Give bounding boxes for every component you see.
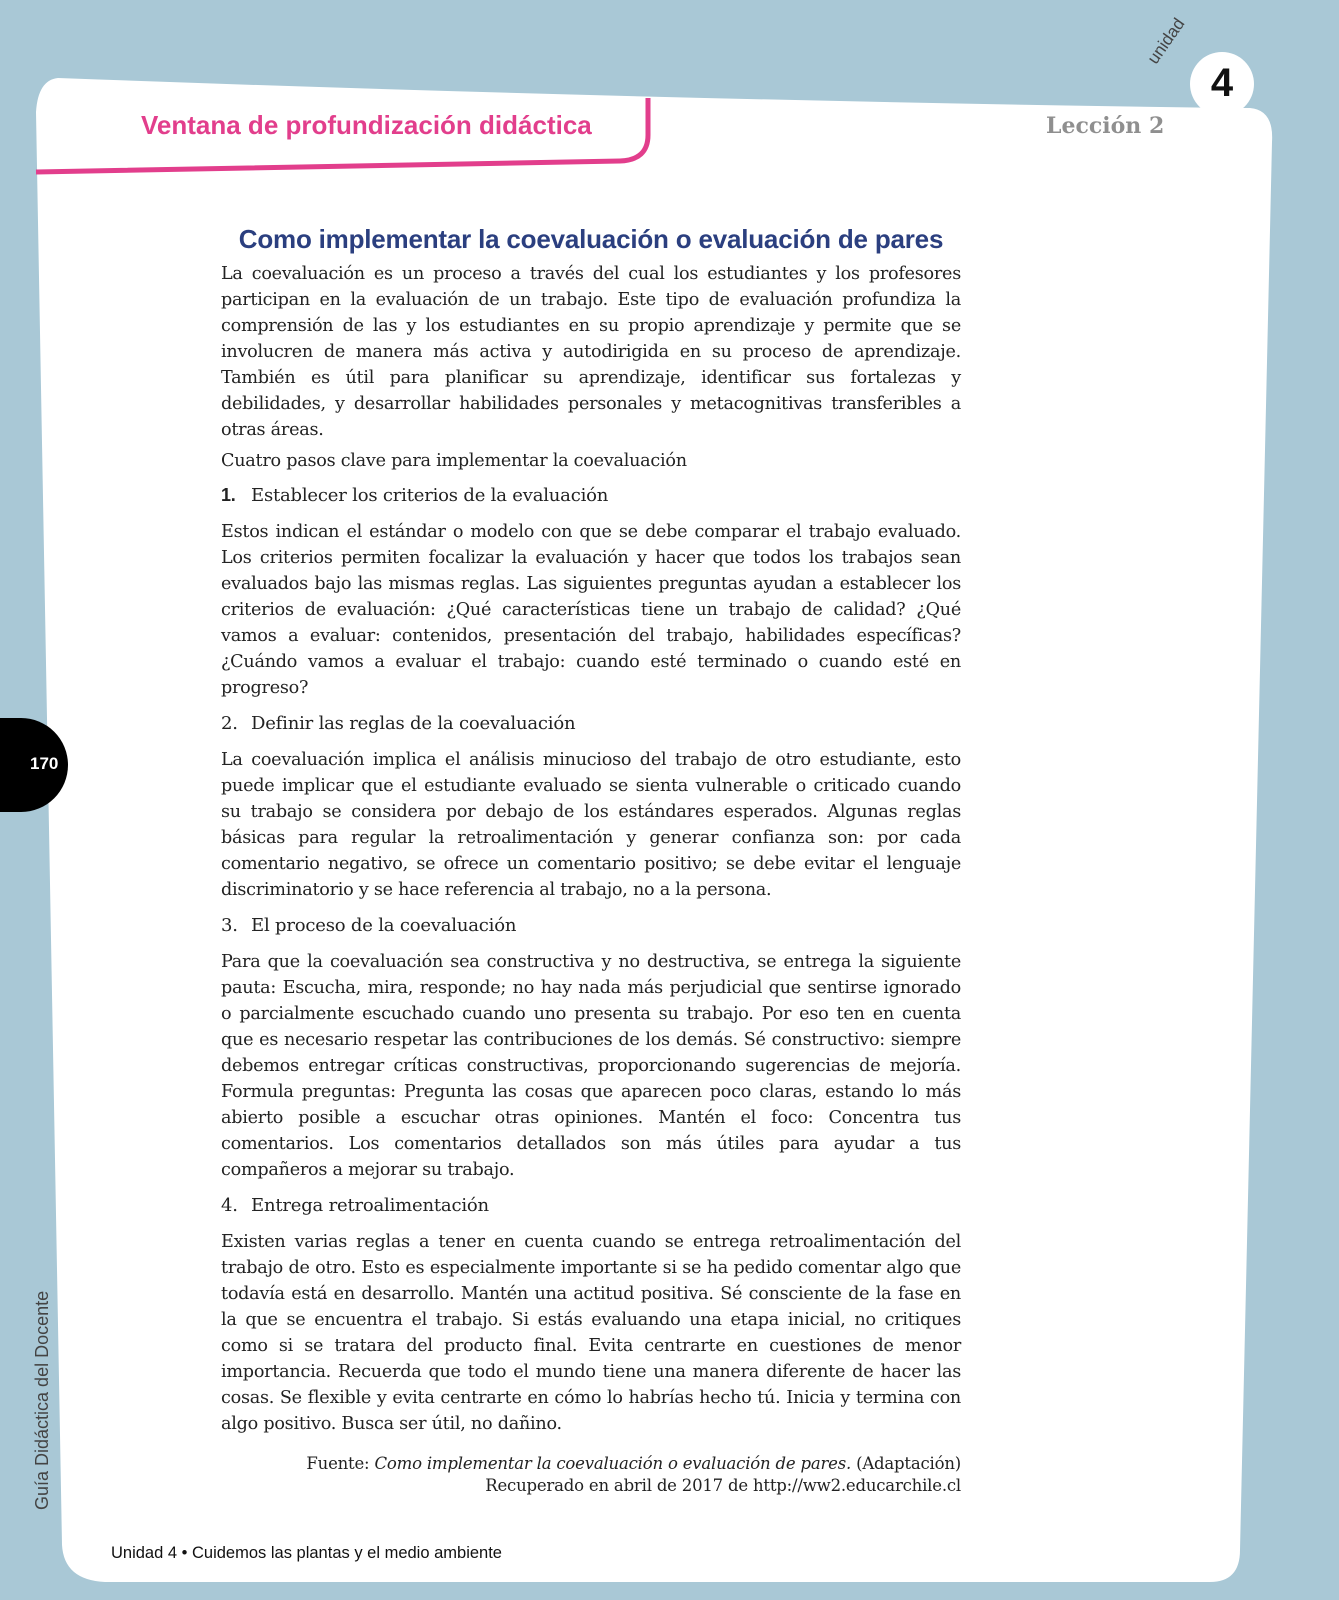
step-heading	[221, 711, 961, 737]
lesson-label: Lección 2	[1046, 113, 1165, 139]
step-title: Entrega retroalimentación	[251, 1195, 489, 1216]
step-2	[221, 711, 961, 903]
step-number: 4.	[221, 1195, 238, 1216]
intro-paragraph: La coevaluación es un proceso a través del cual los estudiantes y los profesores participan en la evaluación de un trabajo. Este tipo de evaluación profundiza la comprensión de las y los estudiantes en su propio aprendizaje y permite que se involucren de manera más activa y autodirigida en su proceso de aprendizaje. También es útil para planificar su aprendizaje, identificar sus fortalezas y debilidades, y desarrollar habilidades personales y metacognitivas transferibles a otras áreas.	[221, 264, 961, 440]
source-citation	[221, 1453, 961, 1497]
page-number: 170	[30, 754, 59, 773]
step-number: 3.	[221, 915, 238, 936]
article-title: Como implementar la coevaluación o evaluación de pares	[238, 224, 944, 254]
source-label: Fuente:	[306, 1454, 370, 1473]
source-retrieved: Recuperado en abril de 2017 de http://ww2.educarchile.cl	[485, 1476, 961, 1495]
step-4	[221, 1193, 961, 1437]
unit-number: 4	[1210, 61, 1234, 105]
step-body: Existen varias reglas a tener en cuenta cuando se entrega retroalimentación del trabajo de otro. Esto es especialmente importante si se ha pedido comentar algo que todavía está en desarrollo. Mantén una actitud positiva. Sé consciente de la fase en la que se encuentra el trabajo. Si estás evaluando una etapa inicial, no critiques como si se tratara del producto final. Evita centrarte en cuestiones de menor importancia. Recuerda que todo el mundo tiene una manera diferente de hacer las cosas. Se flexible y evita centrarte en cómo lo habrías hecho tú. Inicia y termina con algo positivo. Busca ser útil, no dañino.	[221, 1232, 961, 1434]
side-label: Guía Didáctica del Docente	[32, 1290, 52, 1510]
footer-text: Unidad 4 • Cuidemos las plantas y el medio ambiente	[111, 1544, 502, 1562]
article	[221, 220, 961, 1497]
step-number: 1.	[221, 485, 236, 505]
unit-label: unidad	[1143, 14, 1189, 68]
section-title: Ventana de profundización didáctica	[141, 110, 592, 140]
step-title: Definir las reglas de la coevaluación	[251, 713, 576, 734]
step-title: Establecer los criterios de la evaluación	[251, 485, 609, 506]
step-heading	[221, 913, 961, 939]
step-body: La coevaluación implica el análisis minucioso del trabajo de otro estudiante, esto puede implicar que el estudiante evaluado se sienta vulnerable o criticado cuando su trabajo se considera por debajo de los estándares esperados. Algunas reglas básicas para regular la retroalimentación y generar confianza son: por cada comentario negativo, se ofrece un comentario positivo; se debe evitar el lenguaje discriminatorio y se hace referencia al trabajo, no a la persona.	[221, 750, 961, 900]
step-body: Estos indican el estándar o modelo con que se debe comparar el trabajo evaluado. Los criterios permiten focalizar la evaluación y hacer que todos los trabajos sean evaluados bajo las mismas reglas. Las siguientes preguntas ayudan a establecer los criterios de evaluación: ¿Qué características tiene un trabajo de calidad? ¿Qué vamos a evaluar: contenidos, presentación del trabajo, habilidades específicas? ¿Cuándo vamos a evaluar el trabajo: cuando esté terminado o cuando esté en progreso?	[221, 522, 961, 698]
step-3	[221, 913, 961, 1183]
step-heading	[221, 1193, 961, 1219]
step-heading	[221, 482, 961, 509]
step-number: 2.	[221, 713, 238, 734]
steps-intro: Cuatro pasos clave para implementar la coevaluación	[221, 451, 687, 471]
step-title: El proceso de la coevaluación	[251, 915, 517, 936]
source-title: Como implementar la coevaluación o evaluación de pares.	[374, 1454, 852, 1473]
step-1	[221, 482, 961, 701]
step-body: Para que la coevaluación sea constructiva y no destructiva, se entrega la siguiente pauta: Escucha, mira, responde; no hay nada más perjudicial que sentirse ignorado o parcialmente escuchado cuando uno presenta su trabajo. Por eso ten en cuenta que es necesario respetar las contribuciones de los demás. Sé constructivo: siempre debemos entregar críticas constructivas, proporcionando sugerencias de mejoría. Formula preguntas: Pregunta las cosas que aparecen poco claras, estando lo más abierto posible a escuchar otras opiniones. Mantén el foco: Concentra tus comentarios. Los comentarios detallados son más útiles para ayudar a tus compañeros a mejorar su trabajo.	[221, 952, 961, 1180]
source-note: (Adaptación)	[856, 1454, 961, 1473]
